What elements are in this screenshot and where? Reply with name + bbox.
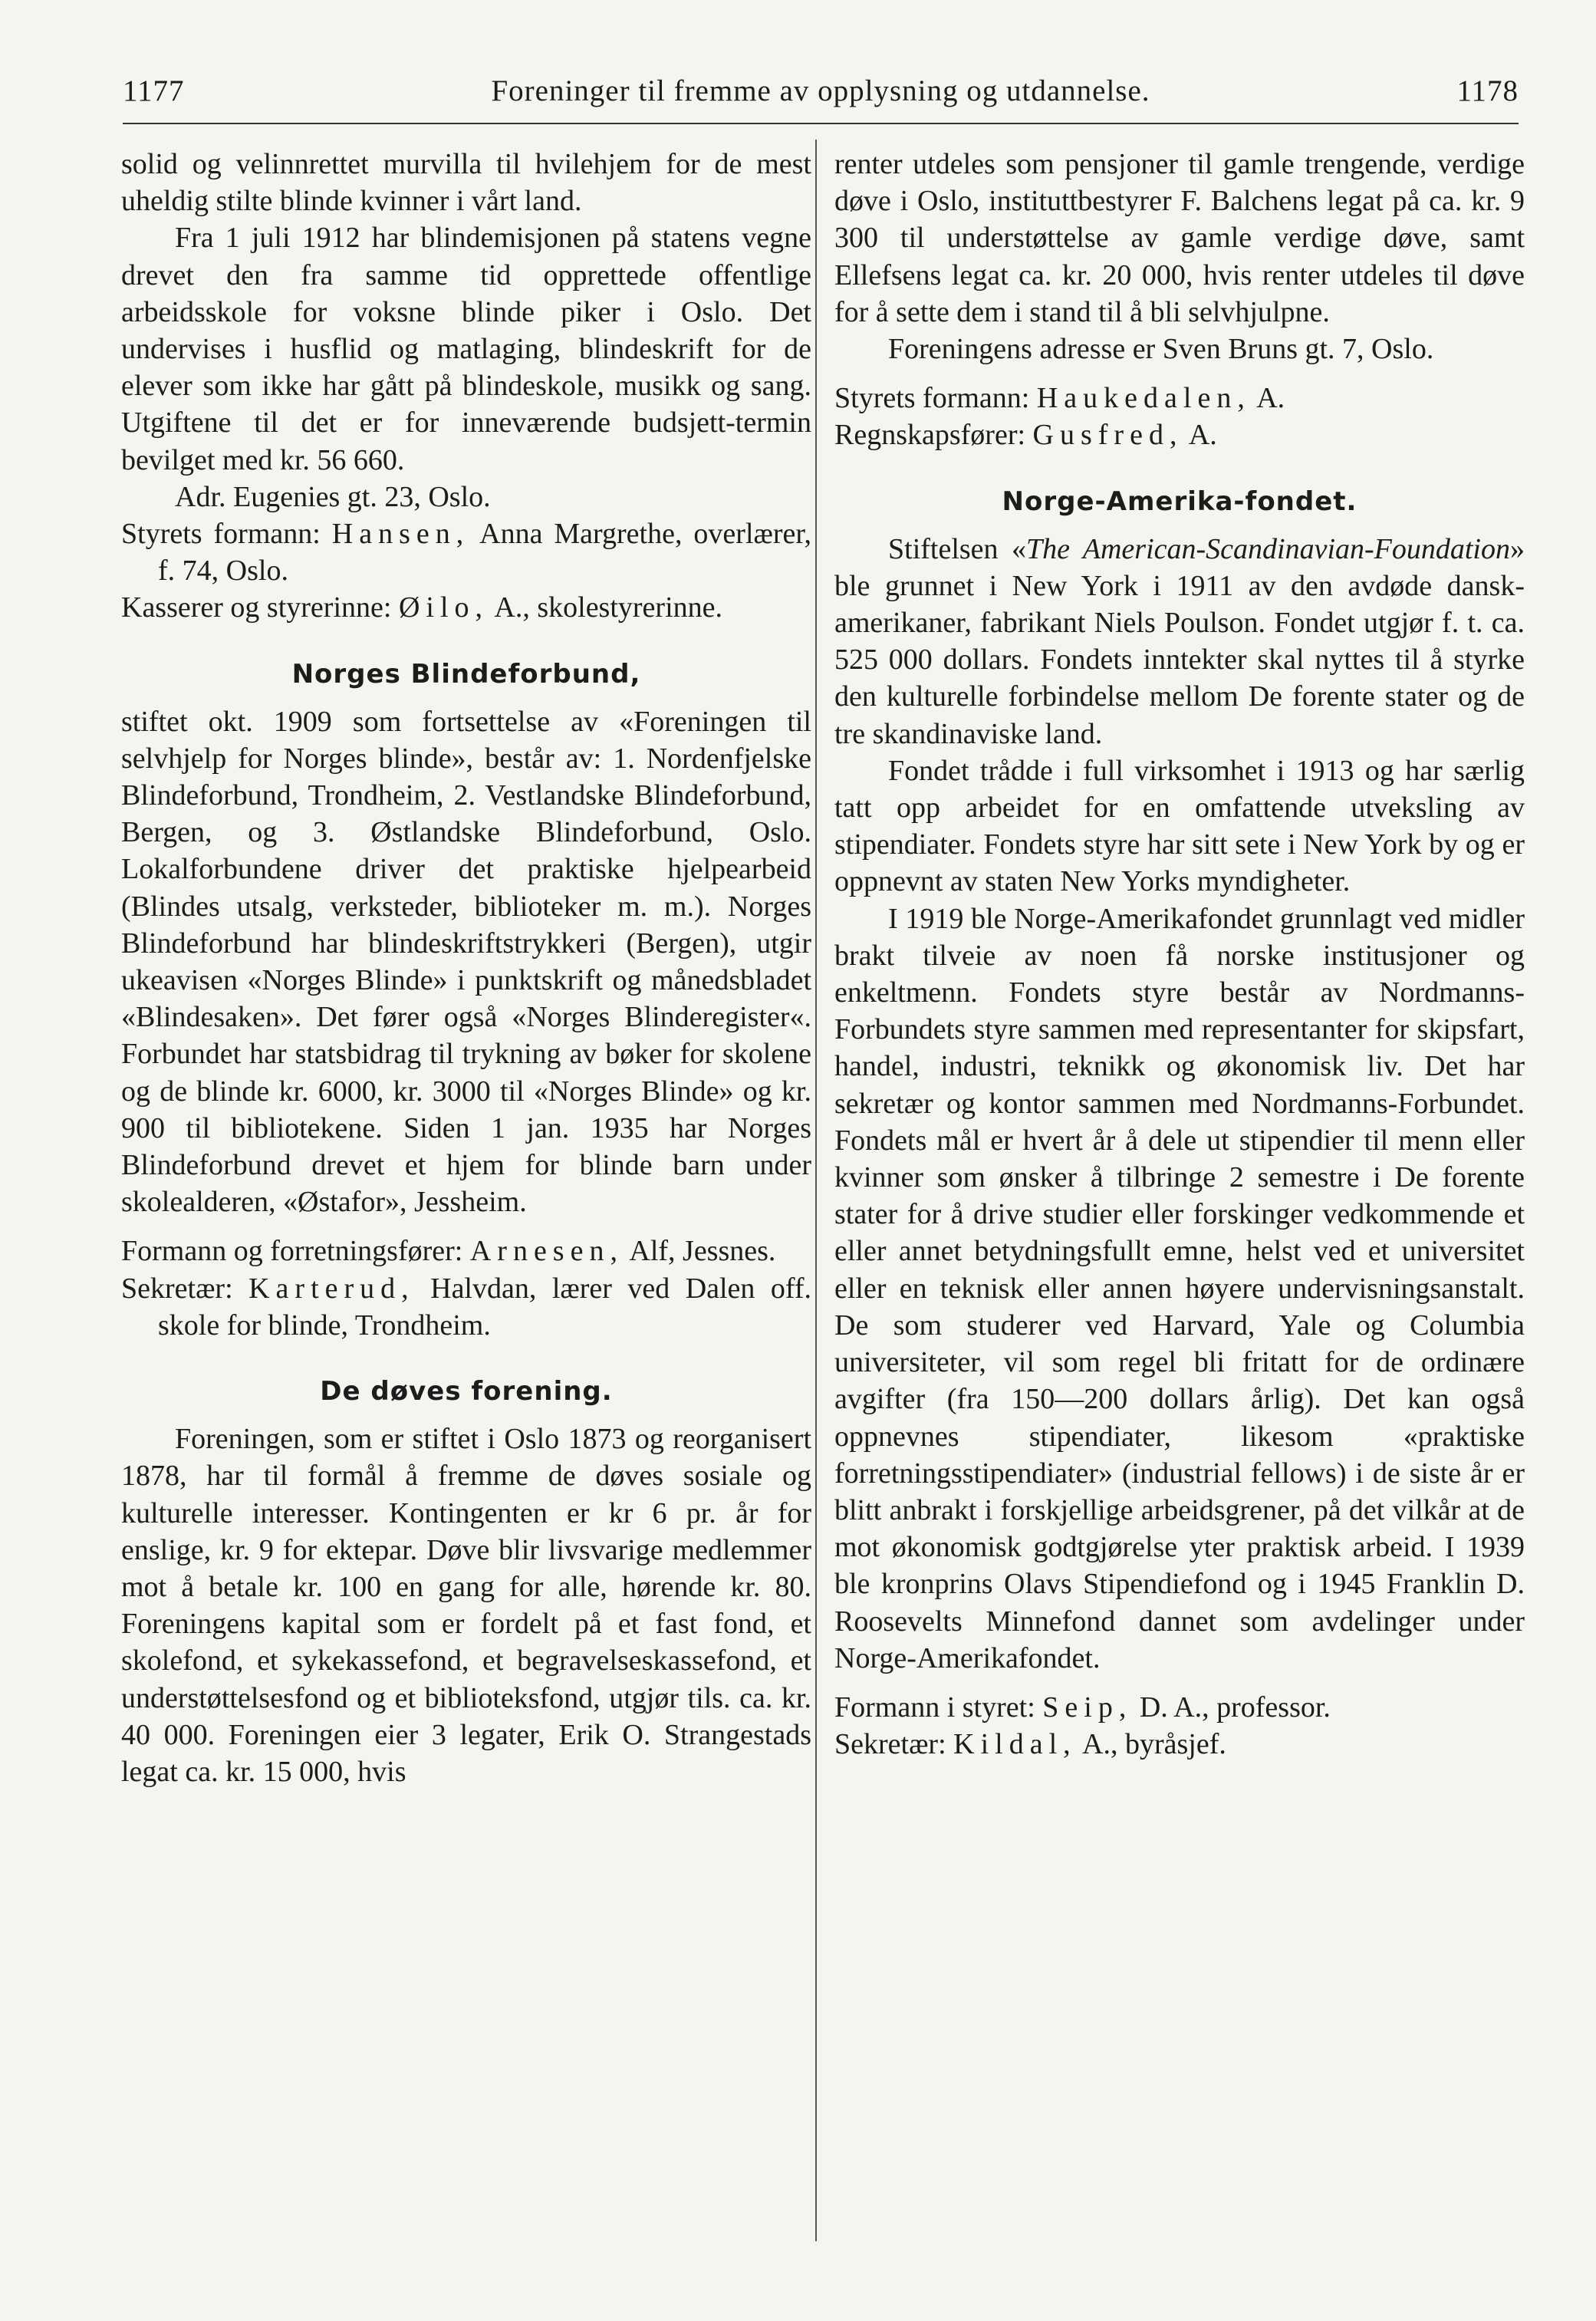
person-name: Haukedalen,	[1036, 382, 1251, 415]
running-header	[123, 74, 1519, 120]
role-label: Sekretær:	[834, 1728, 946, 1761]
person-detail: Anna Margrethe, overlærer, f. 74, Oslo.	[158, 518, 812, 588]
address: Adr. Eugenies gt. 23, Oslo.	[175, 480, 491, 513]
text-run: » ble grunnet i New York i 1911 av den avdøde dansk-amerikaner, fabrikant Niels Poulson. Fondet utgjør f. t. ca. 525 000 dollars. Fondets inntekter skal nyttes til å styrke den kulturelle forbindelse mellom De forente stater og de tre skandinaviske land.	[834, 532, 1525, 750]
board-entry	[121, 1233, 811, 1269]
text-run: Stiftelsen «	[888, 532, 1026, 565]
person-detail: Halvdan, lærer ved Dalen off. skole for blinde, Trondheim.	[158, 1272, 812, 1342]
role-label: Styrets formann:	[121, 518, 321, 551]
board-entry	[834, 416, 1525, 453]
right-column	[834, 146, 1525, 1763]
foundation-name: The American-Scandinavian-Foundation	[1026, 532, 1510, 565]
person-name: Arnesen,	[469, 1235, 624, 1268]
running-title: Foreninger til fremme av opplysning og utdannelse.	[491, 74, 1150, 107]
paragraph: Foreningens adresse er Sven Bruns gt. 7, Oslo.	[888, 333, 1434, 366]
paragraph: Fondet trådde i full virksomhet i 1913 og har særlig tatt opp arbeidet for en omfattende utveksling av stipendiater. Fondets styre har sitt sete i New York by og er oppnevnt av staten New Yorks myndigheter.	[834, 754, 1525, 898]
board-entry	[834, 1726, 1525, 1763]
person-detail: Alf, Jessnes.	[629, 1235, 776, 1268]
paragraph: solid og velinnrettet murvilla til hvilehjem for de mest uheldig stilte blinde kvinner i vårt land.	[121, 148, 811, 218]
person-detail: A.	[1188, 419, 1217, 452]
paragraph	[834, 531, 1525, 752]
section-heading: Norges Blindeforbund,	[291, 658, 641, 690]
person-detail: A., skolestyrerinne.	[494, 591, 723, 624]
section-heading: De døves forening.	[320, 1376, 613, 1407]
person-name: Gusfred,	[1032, 419, 1183, 452]
person-detail: D. A., professor.	[1139, 1691, 1331, 1723]
left-column	[121, 146, 811, 1790]
paragraph: stiftet okt. 1909 som fortsettelse av «Foreningen til selvhjelp for Norges blinde», består av: 1. Nordenfjelske Blindeforbund, Trondheim, 2. Vestlandske Blindeforbund, Bergen, og 3. Østlandske Blindeforbund, Oslo. Lokalforbundene driver det praktiske hjelpearbeid (Blindes utsalg, verksteder, biblioteker m. m.). Norges Blindeforbund har blindeskriftstrykkeri (Bergen), utgir ukeavisen «Norges Blinde» i punktskrift og månedsbladet «Blindesaken». Det fører også «Norges Blinderegister«. Forbundet har statsbidrag til trykning av bøker for skolene og de blinde kr. 6000, kr. 3000 til «Norges Blinde» og kr. 900 til bibliotekene. Siden 1 jan. 1935 har Norges Blindeforbund drevet et hjem for blinde barn under skolealderen, «Østafor», Jessheim.	[121, 705, 811, 1219]
role-label: Regnskapsfører:	[834, 419, 1026, 452]
paragraph: Fra 1 juli 1912 har blindemisjonen på statens vegne drevet den fra samme tid opprettede offentlige arbeidsskole for voksne blinde piker i Oslo. Det undervises i husflid og matlaging, blindeskrift for de elever som ikke har gått på blindeskole, musikk og sang. Utgiftene til det er for inneværende budsjett-termin bevilget med kr. 56 660.	[121, 222, 811, 476]
person-detail: A.	[1256, 382, 1285, 415]
paragraph: Foreningen, som er stiftet i Oslo 1873 og reorganisert 1878, har til formål å fremme de døves sosiale og kulturelle interesser. Kontingenten er kr 6 pr. år for enslige, kr. 9 for ektepar. Døve blir livsvarige medlemmer mot å betale kr. 100 en gang for alle, hørende kr. 80. Foreningens kapital som er fordelt på et fast fond, et skolefond, et sykekassefond, et begravelseskassefond, et understøttelsesfond og et biblioteksfond, utgjør tils. ca. kr. 40 000. Foreningen eier 3 legater, Erik O. Strangestads legat ca. kr. 15 000, hvis	[121, 1423, 811, 1788]
board-entry	[834, 1689, 1525, 1726]
person-name: Hansen,	[331, 518, 470, 551]
section-heading: Norge-Amerika-fondet.	[1002, 486, 1357, 517]
paragraph: I 1919 ble Norge-Amerikafondet grunnlagt ved midler brakt tilveie av noen få norske institusjoner og enkeltmenn. Fondets styre består av Nordmanns-Forbundets styre sammen med representanter for skipsfart, handel, industri, teknikk og økonomisk liv. Det har sekretær og kontor sammen med Nordmanns-Forbundet. Fondets mål er hvert år å dele ut stipendier til menn eller kvinner som ønsker å tilbringe 2 semestre i De forente stater for å drive studier eller forskinger vedkommende et eller annet betydningsfullt emne, helst ved et universitet eller en teknisk eller annen høyere undervisningsanstalt. De som studerer ved Harvard, Yale og Columbia universiteter, vil som regel bli fritatt for de ordinære avgifter (fra 150—200 dollars årlig). Det kan også oppnevnes stipendiater, likesom «praktiske forretningsstipendiater» (industrial fellows) i de siste år er blitt anbrakt i forskjellige arbeidsgrener, på det vilkår at de mot økonomisk godtgjørelse yter praktisk arbeid. I 1939 ble kronprins Olavs Stipendiefond og i 1945 Franklin D. Roosevelts Minnefond dannet som avdelinger under Norge-Amerikafondet.	[834, 902, 1525, 1674]
person-name: Seip,	[1042, 1691, 1133, 1723]
column-divider	[815, 140, 817, 2241]
header-rule	[123, 123, 1519, 124]
role-label: Formann og forretningsfører:	[121, 1235, 463, 1268]
person-name: Kildal,	[953, 1728, 1077, 1761]
page-number-right: 1178	[1456, 74, 1519, 107]
person-name: Karterud,	[248, 1272, 415, 1305]
paragraph: renter utdeles som pensjoner til gamle trengende, verdige døve i Oslo, instituttbestyrer F. Balchens legat på ca. kr. 9 300 til understøttelse av gamle verdige døve, samt Ellefsens legat ca. kr. 20 000, hvis renter utdeles til døve for å sette dem i stand til å bli selvhjulpne.	[834, 148, 1525, 328]
board-entry	[121, 1270, 811, 1344]
page-number-left: 1177	[123, 74, 185, 107]
board-entry	[121, 515, 811, 589]
person-name: Øilo,	[398, 591, 489, 624]
board-entry	[834, 380, 1525, 416]
role-label: Kasserer og styrerinne:	[121, 591, 392, 624]
person-detail: A., byråsjef.	[1082, 1728, 1226, 1761]
board-entry	[121, 589, 811, 626]
role-label: Formann i styret:	[834, 1691, 1035, 1723]
role-label: Sekretær:	[121, 1272, 233, 1305]
role-label: Styrets formann:	[834, 382, 1030, 415]
